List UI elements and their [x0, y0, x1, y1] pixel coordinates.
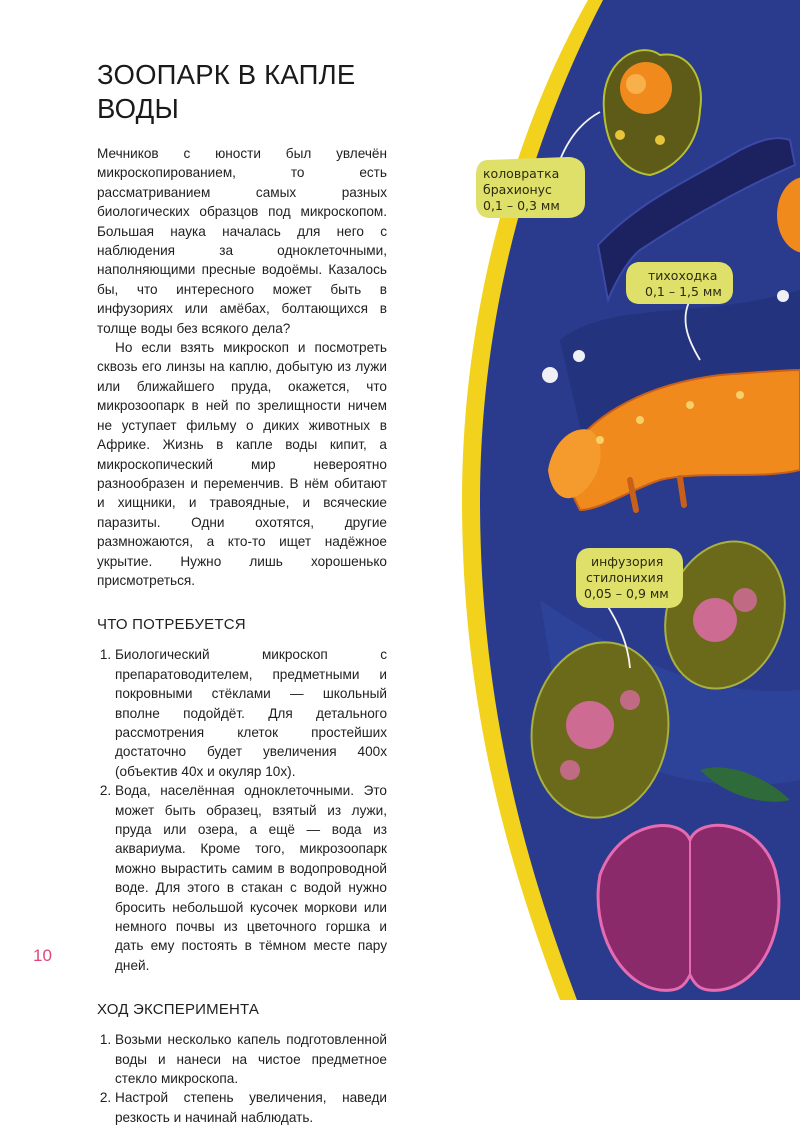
label-tardigrade-size: 0,1 – 1,5 мм [645, 284, 722, 299]
list-item: 2. Вода, населённая одноклеточными. Это может быть образец, взятый из лужи, пруда или озера, а ещё — вода из аквариума. Кроме того, микрозоопарк можно вырастить самим в водопроводной воде. Для этого в стакан с водой нужно бросить небольшой кусочек моркови или немного почвы из цветочного горшка и дать ему постоять в тёмном месте пару дней. [115, 781, 387, 975]
list-item: 1. Возьми несколько капель подготовленной воды и нанеси на чистое предметное стекло микроскопа. [115, 1030, 387, 1088]
label-tardigrade-name: тихоходка [648, 268, 718, 283]
requirements-title: ЧТО ПОТРЕБУЕТСЯ [97, 616, 246, 634]
bubble [542, 367, 558, 383]
list-item: 1. Биологический микроскоп с препаратоводителем, предметными и покровными стёклами — школьный вполне подойдёт. Для детального рассмотрения клеток простейших достаточно будет увеличения 400x (объектив 40x и окуляр 10x). [115, 645, 387, 781]
article [97, 58, 387, 1127]
bubble [573, 350, 585, 362]
page-title: ЗООПАРК В КАПЛЕ ВОДЫ [97, 59, 356, 124]
label-rotifer-name: коловратка [483, 166, 560, 181]
label-rotifer [476, 157, 585, 218]
intro-paragraph-2: Но если взять микроскоп и посмотреть сквозь его линзы на каплю, добытую из лужи или ближайшего пруда, окажется, что микрозоопарк в ней по зрелищности ничем не уступает фильму о диких животных в Африке. Жизнь в капле воды кипит, а микроскопический мир невероятно разнообразен и переменчив. В нём обитают и хищники, и травоядные, и всяческие паразиты. Одни охотятся, другие размножаются, а кто-то ищет надёжное укрытие. Нужно лишь хорошенько присмотреться. [97, 340, 387, 588]
label-tardigrade [626, 262, 733, 304]
label-stylonychia-name: инфузория [591, 554, 664, 569]
procedure-title: ХОД ЭКСПЕРИМЕНТА [97, 1001, 260, 1019]
requirements-list [97, 645, 387, 975]
intro-paragraph-1: Мечников с юности был увлечён микроскопированием, то есть рассматриванием самых разных биологических образцов под микроскопом. Большая наука началась для него с наблюдения за одноклеточными, наполняющими пресные водоёмы. Казалось бы, что интересного может быть в инфузориях или амёбах, болтающихся в толще воды без всякого дела? [97, 146, 387, 336]
bubble [777, 290, 789, 302]
label-stylonychia-size: 0,05 – 0,9 мм [584, 586, 669, 601]
page-number: 10 [33, 946, 52, 965]
label-rotifer-size: 0,1 – 0,3 мм [483, 198, 560, 213]
pink-organism [598, 825, 779, 990]
label-rotifer-species: брахионус [483, 182, 552, 197]
label-stylonychia-species: стилонихия [586, 570, 664, 585]
procedure-list [97, 1030, 387, 1127]
list-item: 2. Настрой степень увеличения, наведи резкость и начинай наблюдать. [115, 1088, 387, 1127]
label-stylonychia [576, 548, 683, 608]
